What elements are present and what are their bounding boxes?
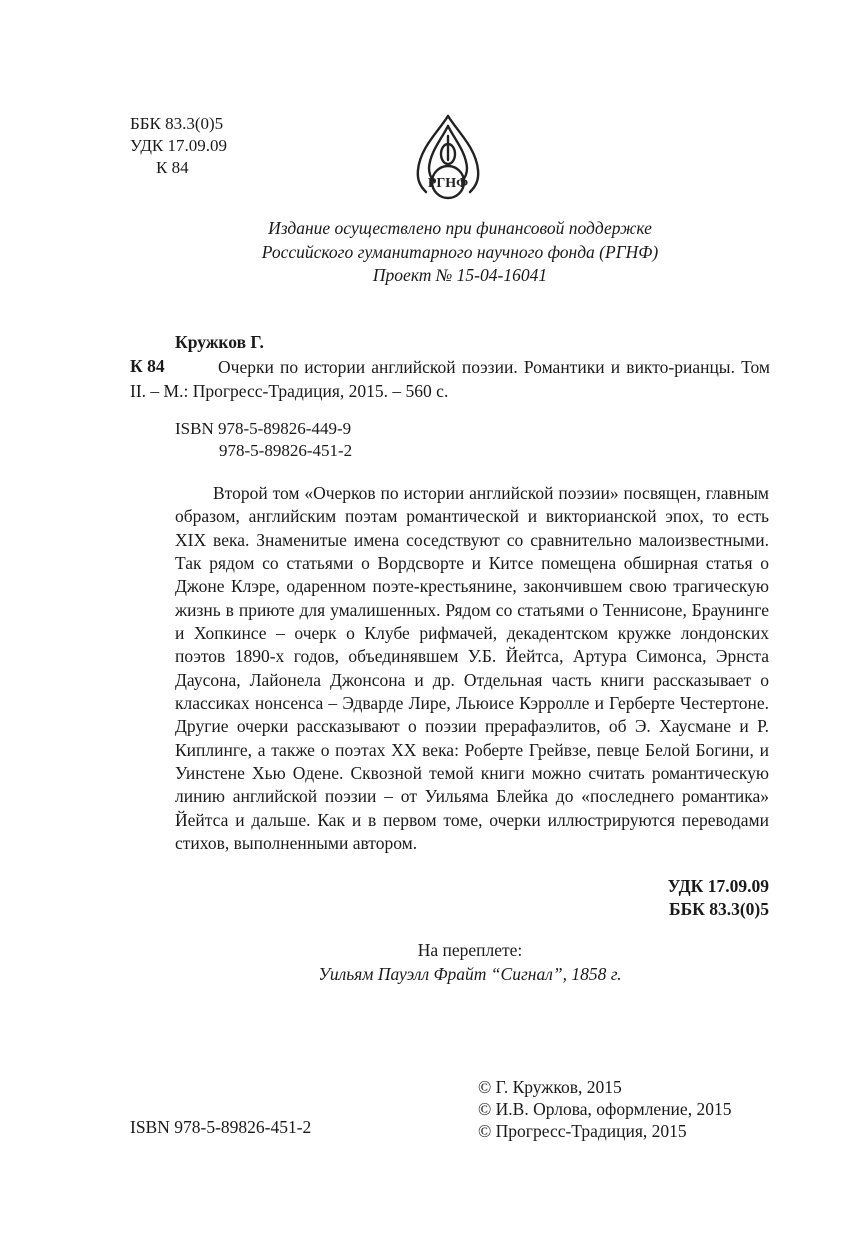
catalog-author-mark: К 84 bbox=[130, 356, 165, 376]
rgnf-logo bbox=[408, 112, 488, 212]
copyright-block bbox=[478, 1076, 731, 1142]
bbk-code: ББК 83.3(0)5 bbox=[130, 114, 224, 133]
copyright-line-2: © И.В. Орлова, оформление, 2015 bbox=[478, 1099, 732, 1119]
catalog-isbn-1: ISBN 978-5-89826-449-9 bbox=[175, 419, 352, 438]
grant-line-3: Проект № 15-04-16041 bbox=[372, 265, 548, 285]
rgnf-logo-icon bbox=[408, 112, 488, 212]
catalog-description: Очерки по истории английской поэзии. Романтики и викто-рианцы. Том II. – М.: Прогресс-Традиция, 2015. – 560 с. bbox=[130, 357, 770, 401]
cover-credit: Уильям Пауэлл Фрайт “Сигнал”, 1858 г. bbox=[318, 964, 622, 984]
udk-bold: УДК 17.09.09 bbox=[667, 876, 769, 896]
cover-note bbox=[200, 938, 740, 986]
author-mark: К 84 bbox=[156, 158, 189, 177]
isbn-bottom: ISBN 978-5-89826-451-2 bbox=[130, 1117, 312, 1137]
grant-line-2: Российского гуманитарного научного фонда (РГНФ) bbox=[261, 241, 659, 262]
grant-notice bbox=[200, 217, 720, 288]
grant-line-1: Издание осуществлено при финансовой поддержке bbox=[268, 218, 652, 238]
catalog-author: Кружков Г. bbox=[175, 332, 264, 352]
catalog-isbn-2: 978-5-89826-451-2 bbox=[219, 441, 353, 460]
copyright-line-3: © Прогресс-Традиция, 2015 bbox=[478, 1121, 687, 1141]
classification-bold-block bbox=[668, 875, 769, 921]
classification-block bbox=[130, 113, 227, 179]
udk-code: УДК 17.09.09 bbox=[130, 136, 228, 155]
cover-label: На переплете: bbox=[417, 940, 523, 960]
bbk-bold: ББК 83.3(0)5 bbox=[669, 899, 769, 919]
abstract-paragraph: Второй том «Очерков по истории английской поэзии» посвящен, главным образом, английским поэтам романтической и викторианской эпох, то есть XIX века. Знаменитые имена соседствуют со сравнительно малоизвестными. Так рядом со статьями о Вордсворте и Китсе помещена обширная статья о Джоне Клэре, одаренном поэте-крестьянине, закончившем свою трагическую жизнь в приюте для умалишенных. Рядом со статьями о Теннисоне, Браунинге и Хопкинсе – очерк о Клубе рифмачей, декадентском кружке лондонских поэтов 1890-х годов, объединявшем У.Б. Йейтса, Артура Симонса, Эрнста Даусона, Лайонела Джонсона и др. Отдельная часть книги рассказывает о классиках нонсенса – Эдварде Лире, Льюисе Кэрролле и Герберте Честертоне. Другие очерки рассказывают о поэзии прерафаэлитов, об Э. Хаусмане и Р. Киплинге, а также о поэтах XX века: Роберте Грейвзе, певце Белой Богини, и Уинстене Хью Одене. Сквозной темой книги можно считать романтическую линию английской поэзии – от Уильяма Блейка до «последнего романтика» Йейтса и дальше. Как и в первом томе, очерки иллюстрируются переводами стихов, выполненными автором. bbox=[175, 483, 769, 854]
copyright-line-1: © Г. Кружков, 2015 bbox=[478, 1077, 622, 1097]
logo-text: РГНФ bbox=[427, 176, 469, 191]
